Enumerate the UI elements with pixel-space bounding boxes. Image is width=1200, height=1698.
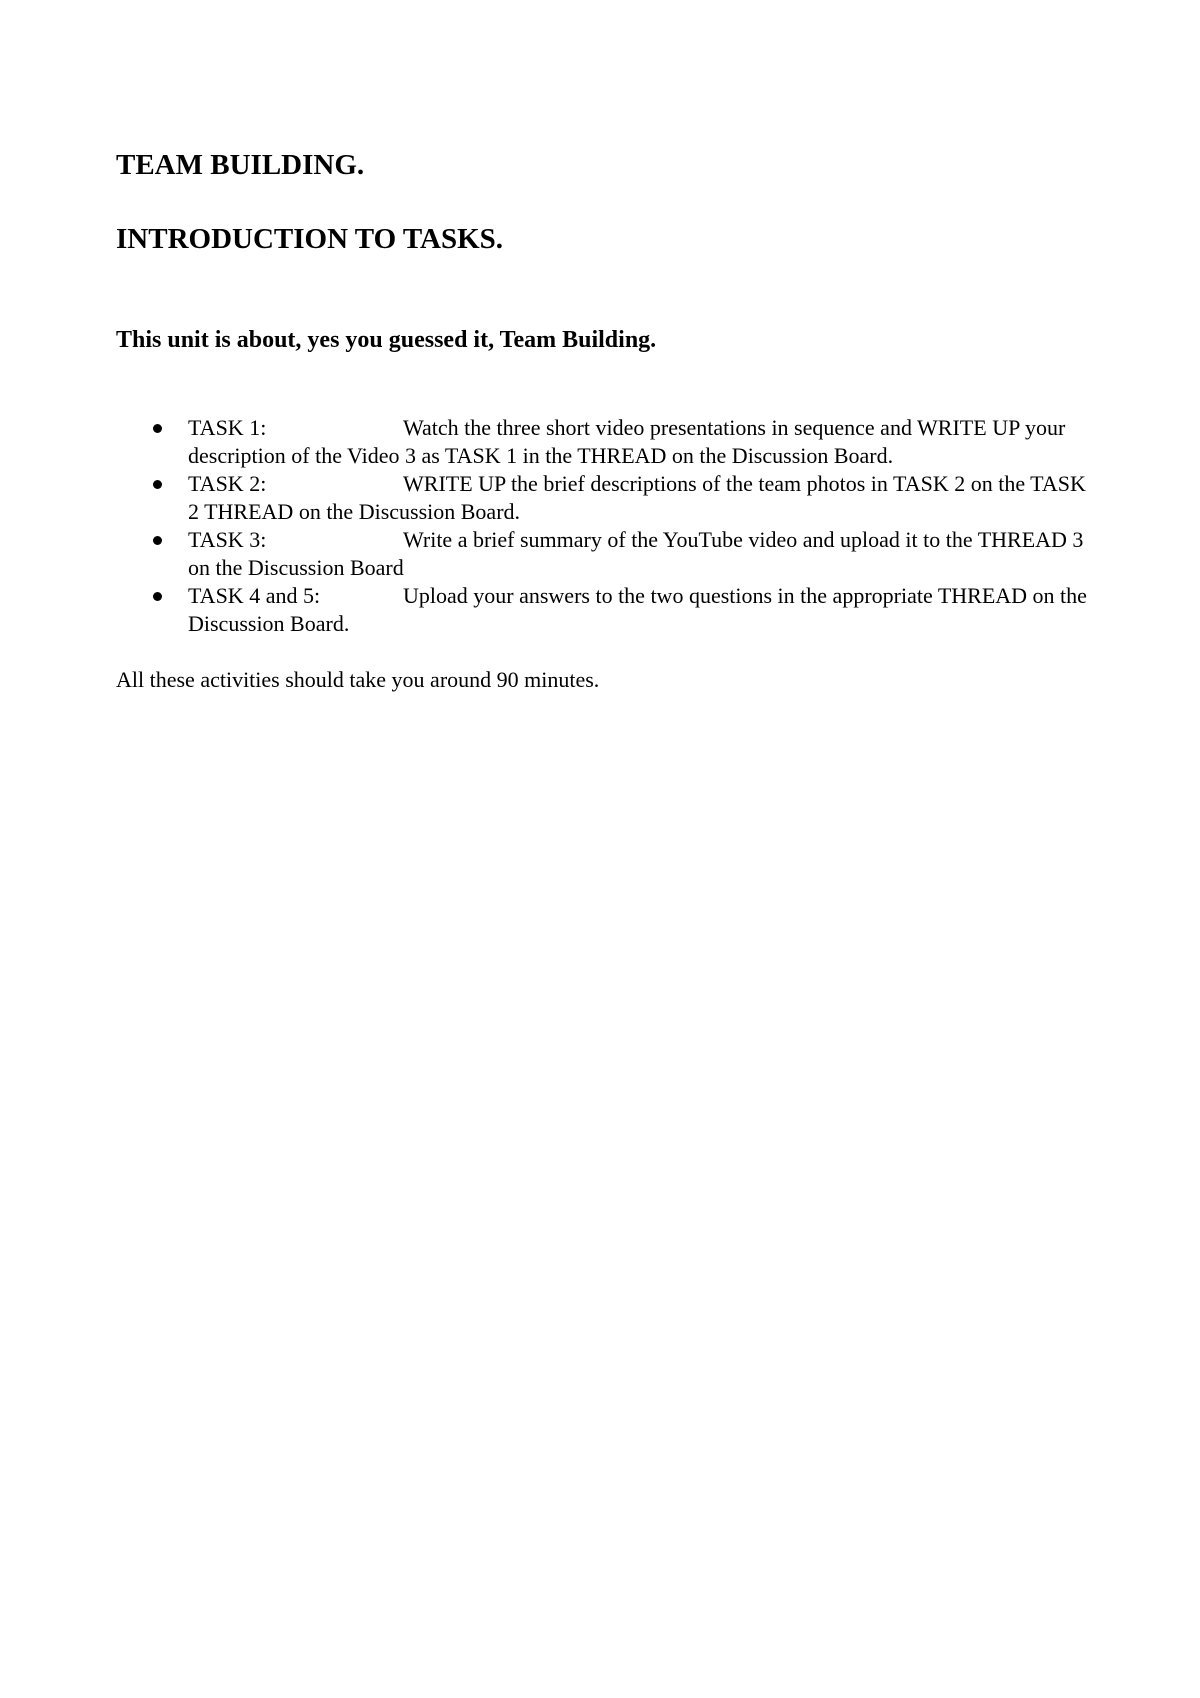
document-title: TEAM BUILDING. [116, 149, 365, 181]
closing-paragraph: All these activities should take you around 90 minutes. [116, 667, 600, 692]
task-description: Write a brief summary of the YouTube video and upload it to the THREAD 3 on the Discussion Board [188, 527, 1084, 580]
task-list [0, 414, 1200, 638]
intro-paragraph: This unit is about, yes you guessed it, Team Building. [116, 327, 657, 353]
task-description: WRITE UP the brief descriptions of the team photos in TASK 2 on the TASK 2 THREAD on the Discussion Board. [188, 471, 1086, 524]
bullet-icon [153, 480, 162, 489]
task-item [0, 582, 1200, 638]
task-label: TASK 3: [188, 527, 267, 552]
document-subtitle: INTRODUCTION TO TASKS. [116, 223, 504, 255]
task-item [0, 414, 1200, 470]
task-description: Upload your answers to the two questions in the appropriate THREAD on the Discussion Board. [188, 583, 1087, 636]
task-item [0, 526, 1200, 582]
task-label: TASK 4 and 5: [188, 583, 321, 608]
task-label: TASK 2: [188, 471, 267, 496]
bullet-icon [153, 536, 162, 545]
task-description: Watch the three short video presentations in sequence and WRITE UP your description of the Video 3 as TASK 1 in the THREAD on the Discussion Board. [188, 415, 1066, 468]
task-item [0, 470, 1200, 526]
bullet-icon [153, 592, 162, 601]
bullet-icon [153, 424, 162, 433]
task-label: TASK 1: [188, 415, 267, 440]
